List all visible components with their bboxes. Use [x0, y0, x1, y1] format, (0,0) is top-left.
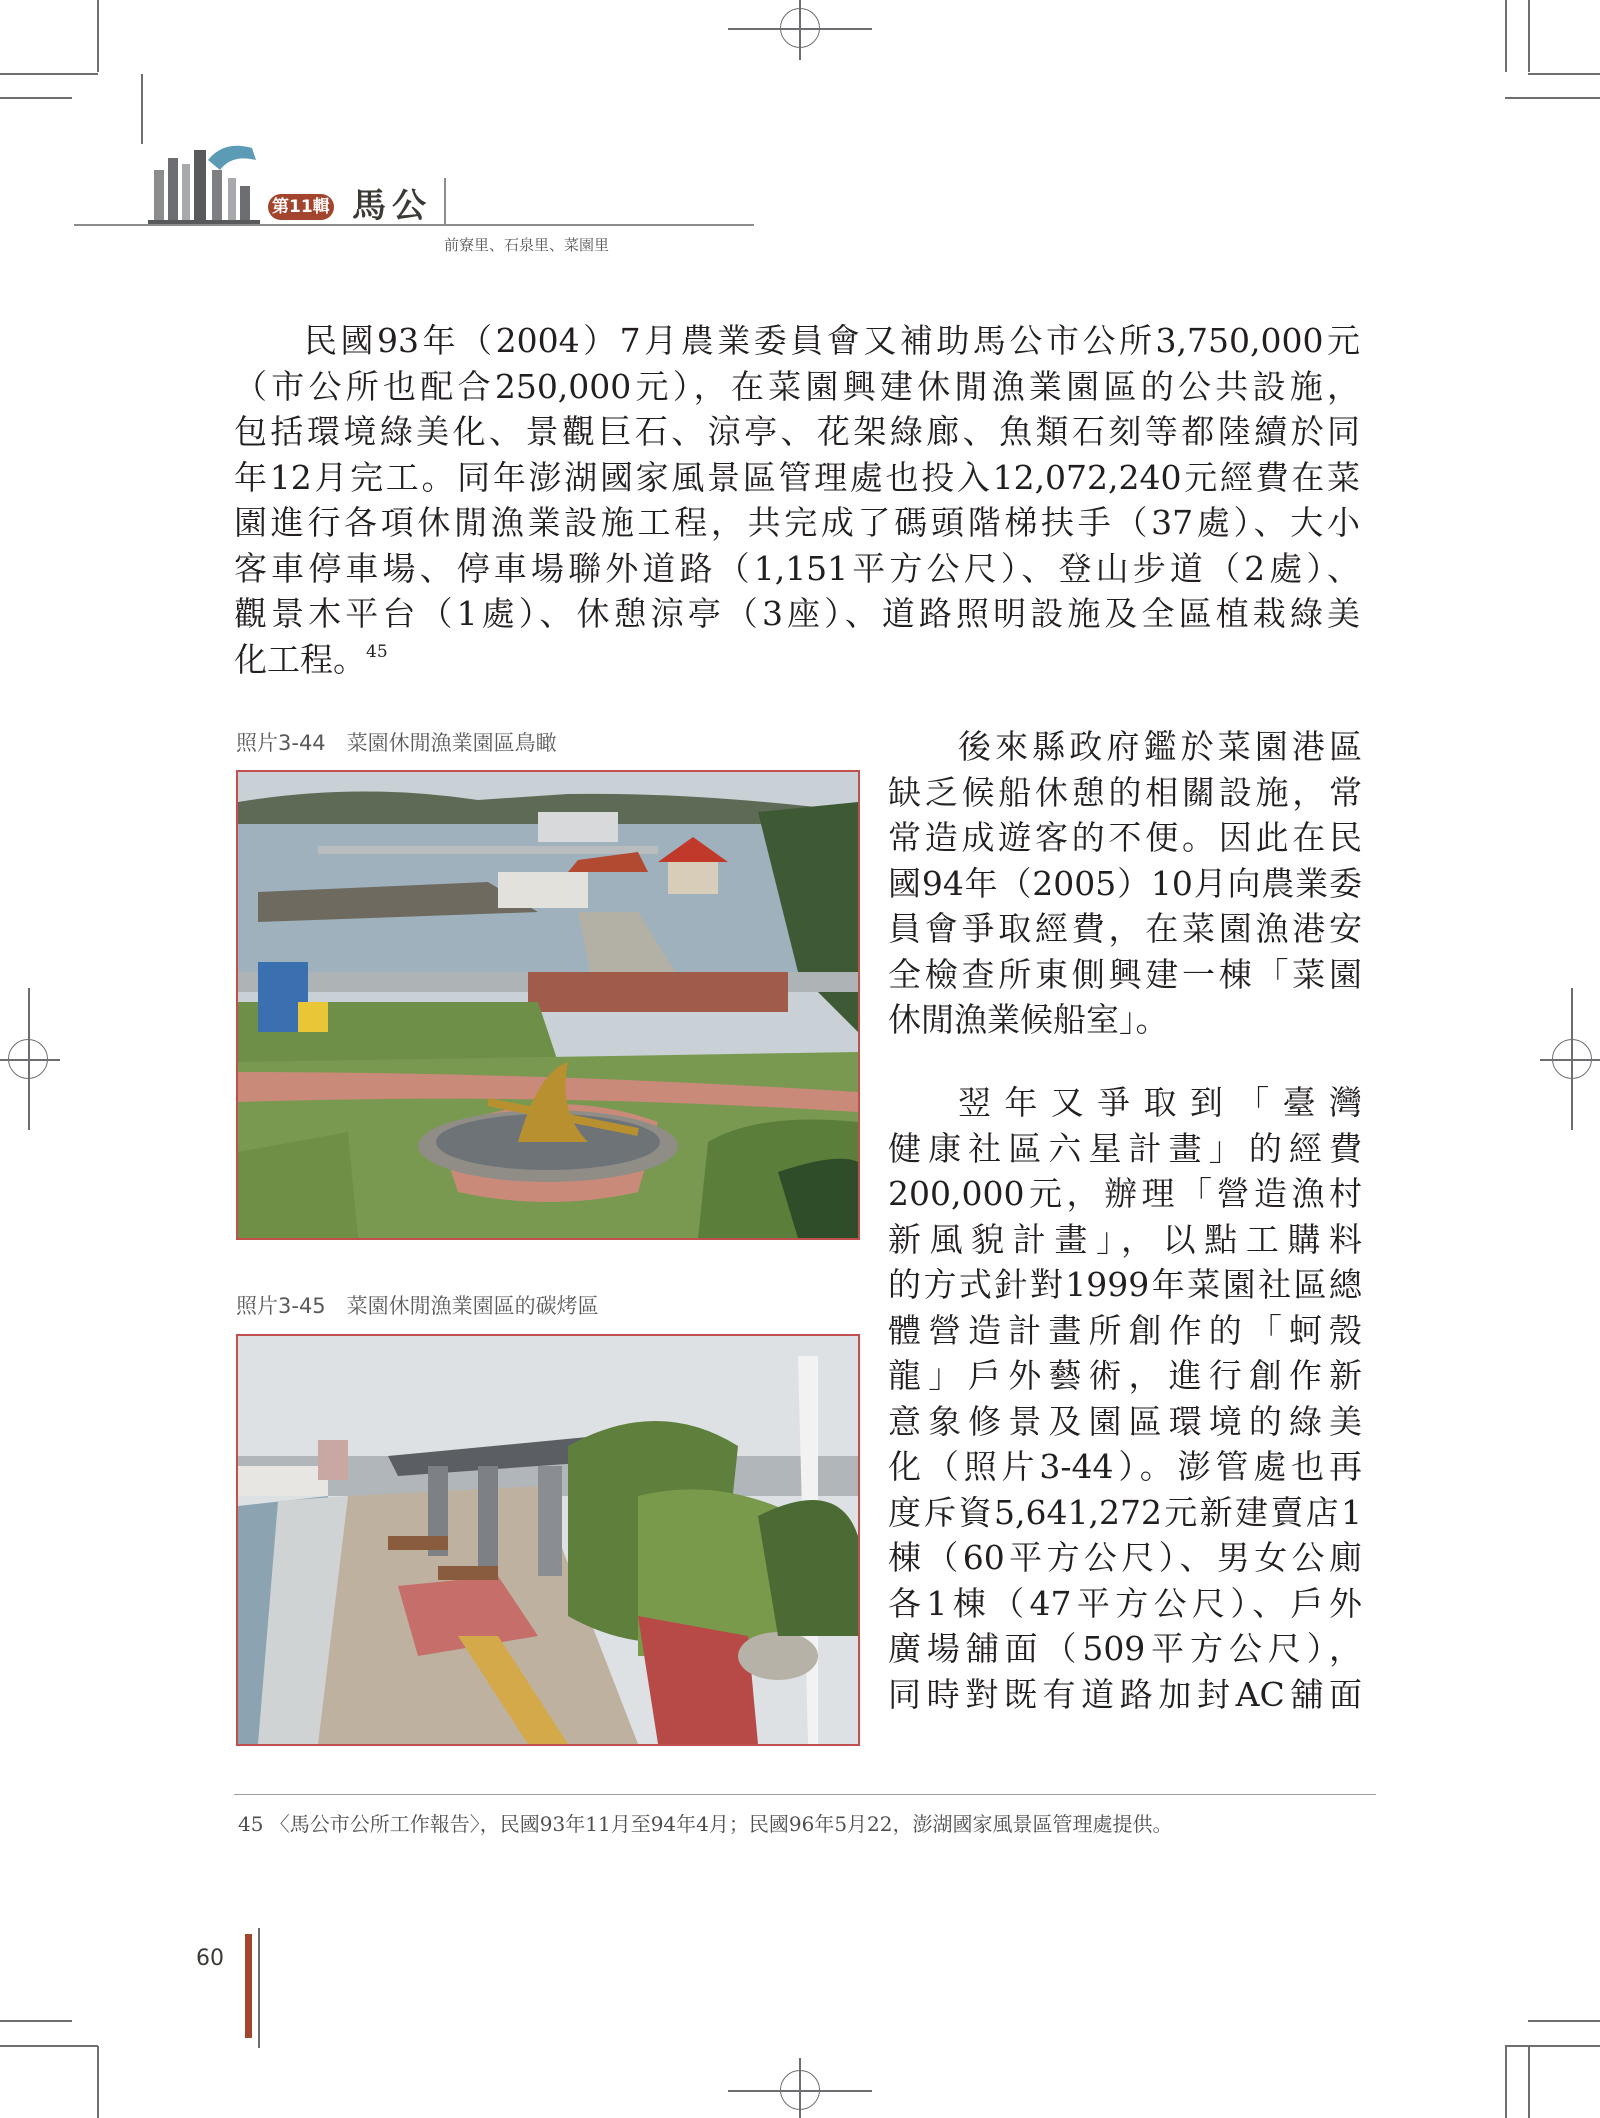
text-line: 休閒漁業候船室」。: [888, 1000, 1169, 1039]
text-line: 龍」戶外藝術，進行創作新: [888, 1356, 1362, 1395]
text-line: 全檢查所東側興建一棟「菜園: [888, 954, 1362, 994]
text-line: 廣場舖面（509平方公尺），: [888, 1629, 1362, 1668]
text-line: 化（照片3-44）。澎管處也再: [888, 1447, 1362, 1486]
photo-bbq-area: [236, 1334, 860, 1746]
text-line: 客車停車場、停車場聯外道路（1,151平方公尺）、登山步道（2處）、: [234, 548, 1360, 588]
text-line: 200,000元，辦理「營造漁村: [888, 1174, 1362, 1213]
paragraph-3: [888, 1080, 1362, 1717]
gate-monument-icon: [148, 140, 260, 224]
text-line: 園進行各項休閒漁業設施工程，共完成了碼頭階梯扶手（37處）、大小: [234, 503, 1360, 542]
photo-caption: 照片3-44 菜園休閒漁業園區鳥瞰: [236, 731, 557, 755]
footnote-divider: [234, 1794, 1376, 1795]
page-number-accent-bar: [245, 1934, 252, 2038]
paragraph-1: [234, 318, 1360, 682]
paragraph-2: [888, 724, 1362, 1043]
chapter-title: 馬公: [352, 186, 432, 226]
text-line: 健康社區六星計畫」的經費: [888, 1128, 1362, 1168]
text-line: [234, 637, 1360, 683]
chapter-badge: 第11輯: [268, 194, 334, 220]
text-line: 員會爭取經費，在菜園漁港安: [888, 909, 1362, 948]
text-line: 的方式針對1999年菜園社區總: [888, 1265, 1362, 1304]
text-line: 化工程。: [234, 639, 366, 679]
text-line: 民國93年（2004）7月農業委員會又補助馬公市公所3,750,000元: [304, 321, 1360, 360]
text-line: （市公所也配合250,000元），在菜園興建休閒漁業園區的公共設施，: [234, 366, 1360, 406]
text-line: 棟（60平方公尺）、男女公廁: [888, 1538, 1362, 1577]
footnote: 45 〈馬公市公所工作報告〉，民國93年11月至94年4月；民國96年5月22，澎湖國家風景區管理處提供。: [238, 1812, 1173, 1836]
text-line: 國94年（2005）10月向農業委: [888, 863, 1362, 903]
text-line: 缺乏候船休憩的相關設施，常: [888, 772, 1362, 812]
text-line: 觀景木平台（1處）、休憩涼亭（3座）、道路照明設施及全區植栽綠美: [234, 594, 1360, 633]
chapter-subtitle: 前寮里、石泉里、菜園里: [444, 236, 610, 254]
text-line: 包括環境綠美化、景觀巨石、涼亭、花架綠廊、魚類石刻等都陸續於同: [234, 412, 1360, 451]
text-line: 翌年又爭取到「臺灣: [958, 1083, 1362, 1122]
page-number: 60: [196, 1946, 224, 1971]
text-line: 體營造計畫所創作的「蚵殼: [888, 1310, 1362, 1350]
photo-caption: 照片3-45 菜園休閒漁業園區的碳烤區: [236, 1294, 599, 1318]
text-line: 年12月完工。同年澎湖國家風景區管理處也投入12,072,240元經費在菜: [234, 457, 1360, 497]
text-line: 各1棟（47平方公尺）、戶外: [888, 1583, 1362, 1623]
text-line: 常造成遊客的不便。因此在民: [888, 818, 1362, 857]
text-line: 意象修景及園區環境的綠美: [888, 1401, 1362, 1441]
text-line: 新風貌計畫」，以點工購料: [888, 1219, 1362, 1259]
text-line: 後來縣政府鑑於菜園港區: [958, 727, 1362, 766]
text-line: 同時對既有道路加封AC舖面: [888, 1674, 1362, 1714]
page-number-rule: [258, 1928, 260, 2048]
photo-aerial-view: [236, 770, 860, 1240]
text-line: 度斥資5,641,272元新建賣店1: [888, 1492, 1362, 1532]
footnote-reference: 45: [366, 641, 388, 662]
